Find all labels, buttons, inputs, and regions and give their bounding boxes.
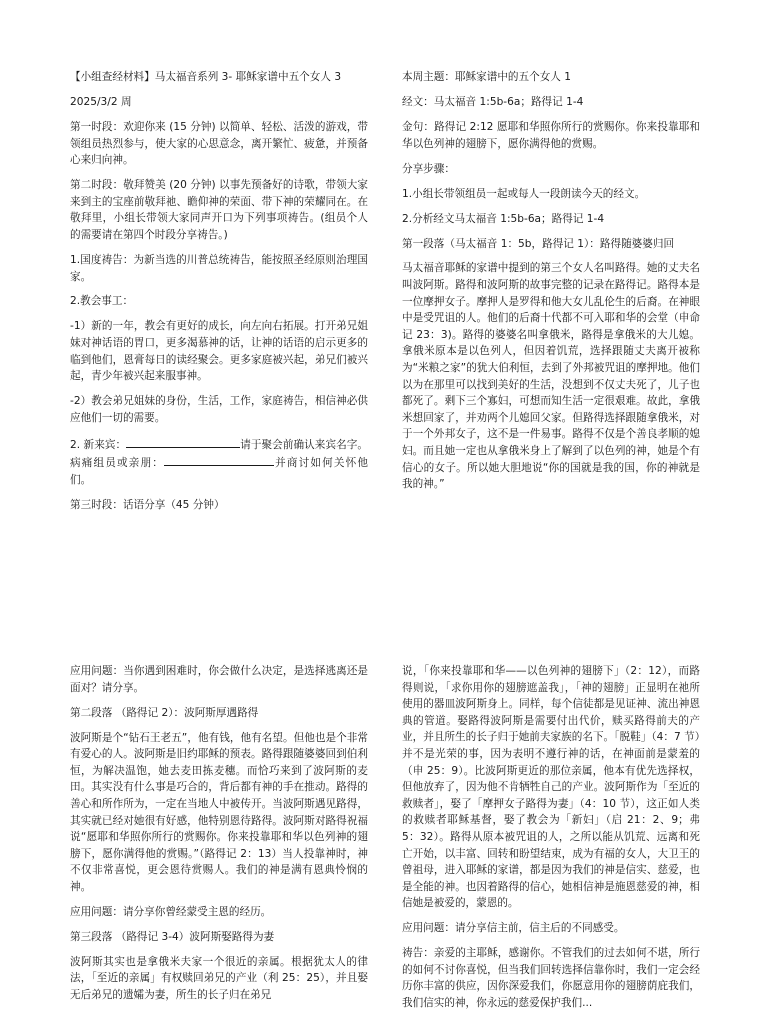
session-one: 第一时段：欢迎你来 (15 分钟) 以简单、轻松、活泼的游戏，带领组员热烈参与，使大家的心思意念，离开繁忙、疲惫，并预备心来归向神。 bbox=[70, 120, 368, 167]
newcomer-prefix: 2. 新来宾： bbox=[70, 438, 127, 451]
newcomer-paragraph bbox=[70, 435, 368, 489]
prayer-nation: 1.国度祷告：为新当选的川普总统祷告，能按照圣经原则治理国家。 bbox=[70, 253, 368, 283]
application-question-2: 应用问题：请分享你曾经蒙受主恩的经历。 bbox=[70, 905, 272, 918]
newcomer-name-blank[interactable] bbox=[126, 435, 240, 448]
newcomer-suffix: 并商讨如何关怀他们。 bbox=[70, 457, 368, 486]
session-three: 第三时段：话语分享（45 分钟） bbox=[70, 498, 225, 511]
church-ministry-heading: 2.教会事工： bbox=[70, 295, 134, 308]
section-one-heading: 第一段落（马太福音 1：5b，路得记 1）：路得随婆婆归回 bbox=[402, 237, 675, 250]
sick-member-blank[interactable] bbox=[164, 453, 274, 466]
section-two-body: 波阿斯是个“钻石王老五”，他有钱，他有名望。但他也是个非常有爱心的人。波阿斯是旧约耶稣的预表。路得跟随婆婆回到伯利恒，为解决温饱，她去麦田拣麦穗。而恰巧来到了波阿斯的麦田。其实没有什么事是巧合的，背后都有神的手在推动。路得的善心和所作所为，一定在当地人中被传开。当波阿斯遇见路得，其实就已经对她很有好感，他特别恩待路得。波阿斯对路得祝福说“愿耶和华照你所行的赏赐你。你来投靠耶和华以色列神的翅膀下，愿你满得他的赏赐。”（路得记 2：13）当人投靠神时，神不仅非常喜悦，更会恩待赏赐人。我们的神是满有恩典怜悯的神。 bbox=[70, 731, 368, 893]
page2-left-column bbox=[70, 663, 368, 1004]
section-three-body: 波阿斯其实也是拿俄米夫家一个很近的亲属。根据犹太人的律法，「至近的亲属」有权赎回弟兄的产业（利 25：25），并且娶无后弟兄的遗孀为妻，所生的长子归在弟兄 bbox=[70, 955, 368, 1002]
golden-verse: 金句：路得记 2:12 愿耶和华照你所行的赏赐你。你来投靠耶和华以色列神的翅膀下，愿你满得他的赏赐。 bbox=[402, 120, 700, 150]
step-two: 2.分析经文马太福音 1:5b-6a；路得记 1-4 bbox=[402, 212, 605, 225]
session-two: 第二时段：敬拜赞美 (20 分钟) 以事先预备好的诗歌，带领大家来到主的宝座前敬拜祂、瞻仰神的荣面、带下神的荣耀同在。在敬拜里，小组长带领大家同声开口为下列事项祷告。(组员个人的需要请在第四个时段分享祷告。) bbox=[70, 179, 368, 241]
scripture-line: 经文：马太福音 1:5b-6a；路得记 1-4 bbox=[402, 95, 584, 108]
page2-right-column bbox=[402, 663, 700, 1012]
section-three-heading: 第三段落 （路得记 3-4）波阿斯娶路得为妻 bbox=[70, 930, 275, 943]
application-question-3: 应用问题：请分享信主前，信主后的不同感受。 bbox=[402, 922, 625, 935]
date-line: 2025/3/2 周 bbox=[70, 95, 132, 108]
week-theme: 本周主题：耶稣家谱中的五个女人 1 bbox=[402, 71, 572, 83]
section-two-heading: 第二段落 （路得记 2）：波阿斯厚遇路得 bbox=[70, 706, 259, 719]
section-three-body-continued: 说，「你来投靠耶和华——以色列神的翅膀下」（2：12），而路得则说，「求你用你的翅膀遮盖我」，「神的翅膀」正显明在祂所使用的器皿波阿斯身上。同样，每个信徒都是见证神、流出神恩典的管道。娶路得波阿斯是需要付出代价，赎买路得前夫的产业，并且所生的长子归于她前夫家族的名下。「脱鞋」（4：7 节）并不是光荣的事，因为表明不遵行神的话，在神面前是蒙羞的（申 25：9）。比波阿斯更近的那位亲属，他本有优先选择权，但他放弃了，因为他不肯牺牲自己的产业。波阿斯作为「至近的救赎者」，娶了「摩押女子路得为妻」（4：10 节），这正如人类的救赎者耶稣基督，娶了教会为「新妇」（启 21：2、9；弗 5：32）。路得从原本被咒诅的人，之所以能从饥荒、远离和死亡开始，以丰富、回转和盼望结束，成为有福的女人，大卫王的曾祖母，进入耶稣的家谱，都是因为我们的神是信实、慈爱，也是全能的神。也因着路得的信心，她相信神是施恩慈爱的神，相信她是被爱的，蒙恩的。 bbox=[402, 665, 700, 910]
page1-left-column bbox=[70, 69, 368, 522]
church-ministry-item-1: -1）新的一年，教会有更好的成长，向左向右拓展。打开弟兄姐妹对神话语的胃口，更多渴慕神的话，让神的话语的启示更多的临到他们，恩膏每日的读经聚会。更多家庭被兴起，弟兄们被兴起，青少年被兴起来服事神。 bbox=[70, 320, 368, 383]
newcomer-middle: 请于聚会前确认来宾名字。病痛组员或亲朋： bbox=[70, 438, 368, 470]
section-one-body: 马太福音耶稣的家谱中提到的第三个女人名叫路得。她的丈夫名叫波阿斯。路得和波阿斯的故事完整的记录在路得记。路得本是一位摩押女子。摩押人是罗得和他大女儿乱伦生的后裔。在神眼中是受咒诅的人。他们的后裔十代都不可入耶和华的会堂（申命记 23：3)。路得的婆婆名叫拿俄米，路得是拿俄米的大儿媳。拿俄米原本是以色列人，但因着饥荒，选择跟随丈夫离开被称为“米粮之家”的犹大伯利恒，去到了外邦被咒诅的摩押地。他们以为在那里可以找到美好的生活，没想到不仅丈夫死了，儿子也都死了。剩下三个寡妇，可想而知生活一定很艰难。故此，拿俄米想回家了，并劝两个儿媳回父家。但路得选择跟随拿俄米，对于一个外邦女子，这不是一件易事。路得不仅是个善良孝顺的媳妇。而且她一定也从拿俄米身上了解到了以色列的神，她是个有信心的女子。所以她大胆地说“你的国就是我的国，你的神就是我的神。” bbox=[402, 262, 700, 491]
step-one: 1.小组长带领组员一起或每人一段朗读今天的经文。 bbox=[402, 187, 646, 200]
page1-right-column bbox=[402, 69, 700, 501]
church-ministry-item-2: -2）教会弟兄姐妹的身份，生活，工作，家庭祷告，相信神必供应他们一切的需要。 bbox=[70, 395, 368, 424]
study-title: 【小组查经材料】马太福音系列 3- 耶稣家谱中五个女人 3 bbox=[70, 71, 342, 83]
closing-prayer: 祷告：亲爱的主耶稣，感谢你。不管我们的过去如何不堪，所行的如何不讨你喜悦，但当我们回转选择信靠你时，我们一定会经历你丰富的供应，因你深爱我们，你愿意用你的翅膀荫庇我们，我们信实的神，你永远的慈爱保护我们... bbox=[402, 947, 700, 1010]
sharing-steps-heading: 分享步骤： bbox=[402, 162, 455, 175]
application-question-1: 应用问题：当你遇到困难时，你会做什么决定，是选择逃离还是面对？请分享。 bbox=[70, 665, 368, 694]
